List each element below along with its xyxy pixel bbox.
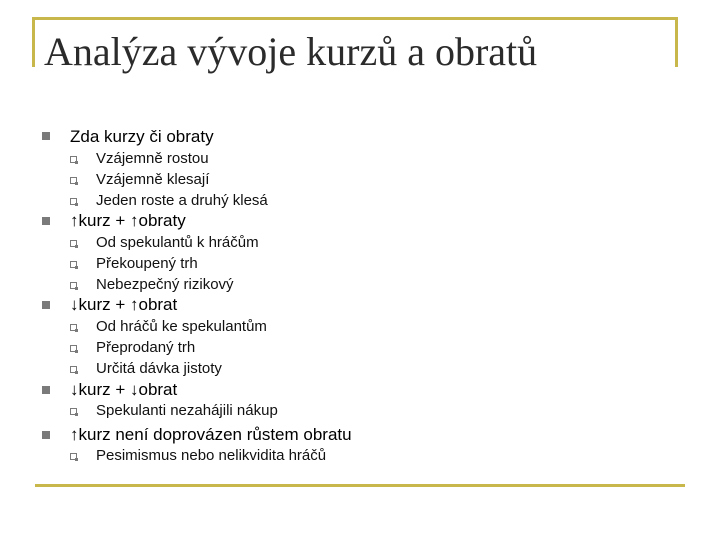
checkbox-bullet-icon xyxy=(70,408,77,415)
checkbox-bullet-icon xyxy=(70,198,77,205)
checkbox-bullet-icon xyxy=(70,345,77,352)
top-border-line xyxy=(32,17,678,20)
sub-item-label: Nebezpečný rizikový xyxy=(96,276,234,293)
checkbox-bullet-icon xyxy=(70,453,77,460)
right-border-line xyxy=(675,17,678,67)
checkbox-bullet-icon xyxy=(70,282,77,289)
sub-item-label: Spekulanti nezahájili nákup xyxy=(96,402,278,419)
square-bullet-icon xyxy=(42,386,50,394)
checkbox-bullet-icon xyxy=(70,324,77,331)
checkbox-bullet-icon xyxy=(70,240,77,247)
square-bullet-icon xyxy=(42,301,50,309)
bottom-border-line xyxy=(35,484,685,487)
left-border-line xyxy=(32,17,35,67)
checkbox-bullet-icon xyxy=(70,261,77,268)
slide-title: Analýza vývoje kurzů a obratů xyxy=(44,29,538,74)
list-item-label: ↑kurz + ↑obraty xyxy=(70,211,186,230)
sub-item-label: Vzájemně rostou xyxy=(96,150,209,167)
square-bullet-icon xyxy=(42,132,50,140)
sub-item-label: Jeden roste a druhý klesá xyxy=(96,192,268,209)
sub-item-label: Od hráčů ke spekulantům xyxy=(96,318,267,335)
square-bullet-icon xyxy=(42,217,50,225)
list-item-label: Zda kurzy či obraty xyxy=(70,127,214,146)
checkbox-bullet-icon xyxy=(70,177,77,184)
sub-item-label: Přeprodaný trh xyxy=(96,339,196,356)
list-item-label: ↓kurz + ↑obrat xyxy=(70,295,178,314)
checkbox-bullet-icon xyxy=(70,366,77,373)
sub-item-label: Vzájemně klesají xyxy=(96,171,210,188)
sub-item-label: Od spekulantů k hráčům xyxy=(96,234,259,251)
list-item-label: ↓kurz + ↓obrat xyxy=(70,380,178,399)
square-bullet-icon xyxy=(42,431,50,439)
sub-item-label: Pesimismus nebo nelikvidita hráčů xyxy=(96,447,327,464)
sub-item-label: Překoupený trh xyxy=(96,255,198,272)
sub-item-label: Určitá dávka jistoty xyxy=(96,360,222,377)
list-item-label: ↑kurz není doprovázen růstem obratu xyxy=(70,425,352,444)
checkbox-bullet-icon xyxy=(70,156,77,163)
